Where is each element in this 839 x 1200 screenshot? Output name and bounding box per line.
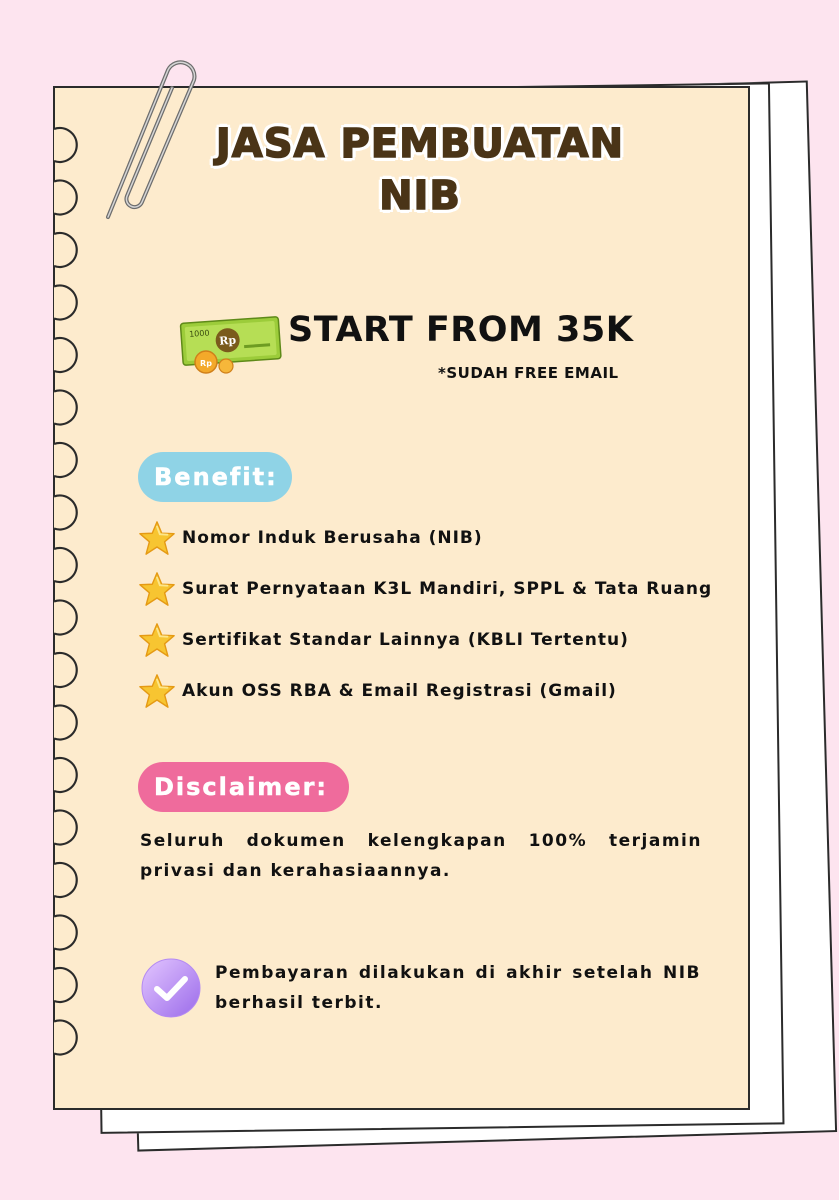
star-icon — [138, 519, 176, 557]
paperclip-icon — [80, 52, 200, 232]
title-line-1: JASA PEMBUATAN — [215, 121, 625, 167]
benefit-item — [138, 614, 718, 665]
benefit-item-text: Sertifikat Standar Lainnya (KBLI Tertentu) — [182, 629, 629, 650]
benefit-label: Benefit: — [138, 452, 292, 502]
benefit-list — [138, 512, 718, 716]
benefit-item — [138, 563, 718, 614]
price-note: *SUDAH FREE EMAIL — [438, 364, 619, 382]
price-headline: START FROM 35K — [288, 310, 634, 350]
title-line-2: NIB — [379, 173, 461, 219]
svg-text:1000: 1000 — [188, 328, 210, 339]
payment-text: Pembayaran dilakukan di akhir setelah NIB berhasil terbit. — [215, 963, 701, 1013]
benefit-item-text: Surat Pernyataan K3L Mandiri, SPPL & Tata Ruang — [182, 578, 713, 599]
svg-text:Rp: Rp — [218, 333, 237, 348]
benefit-item-text: Akun OSS RBA & Email Registrasi (Gmail) — [182, 680, 617, 701]
svg-text:Rp: Rp — [200, 359, 212, 368]
page-title — [120, 118, 720, 222]
disclaimer-text: Seluruh dokumen kelengkapan 100% terjamin privasi dan kerahasiaannya. — [140, 831, 702, 881]
star-icon — [138, 570, 176, 608]
disclaimer-label: Disclaimer: — [138, 762, 349, 812]
benefit-item — [138, 512, 718, 563]
banknote-icon — [178, 310, 284, 380]
star-icon — [138, 672, 176, 710]
star-icon — [138, 621, 176, 659]
check-circle-icon — [140, 957, 202, 1019]
benefit-item — [138, 665, 718, 716]
benefit-item-text: Nomor Induk Berusaha (NIB) — [182, 527, 483, 548]
